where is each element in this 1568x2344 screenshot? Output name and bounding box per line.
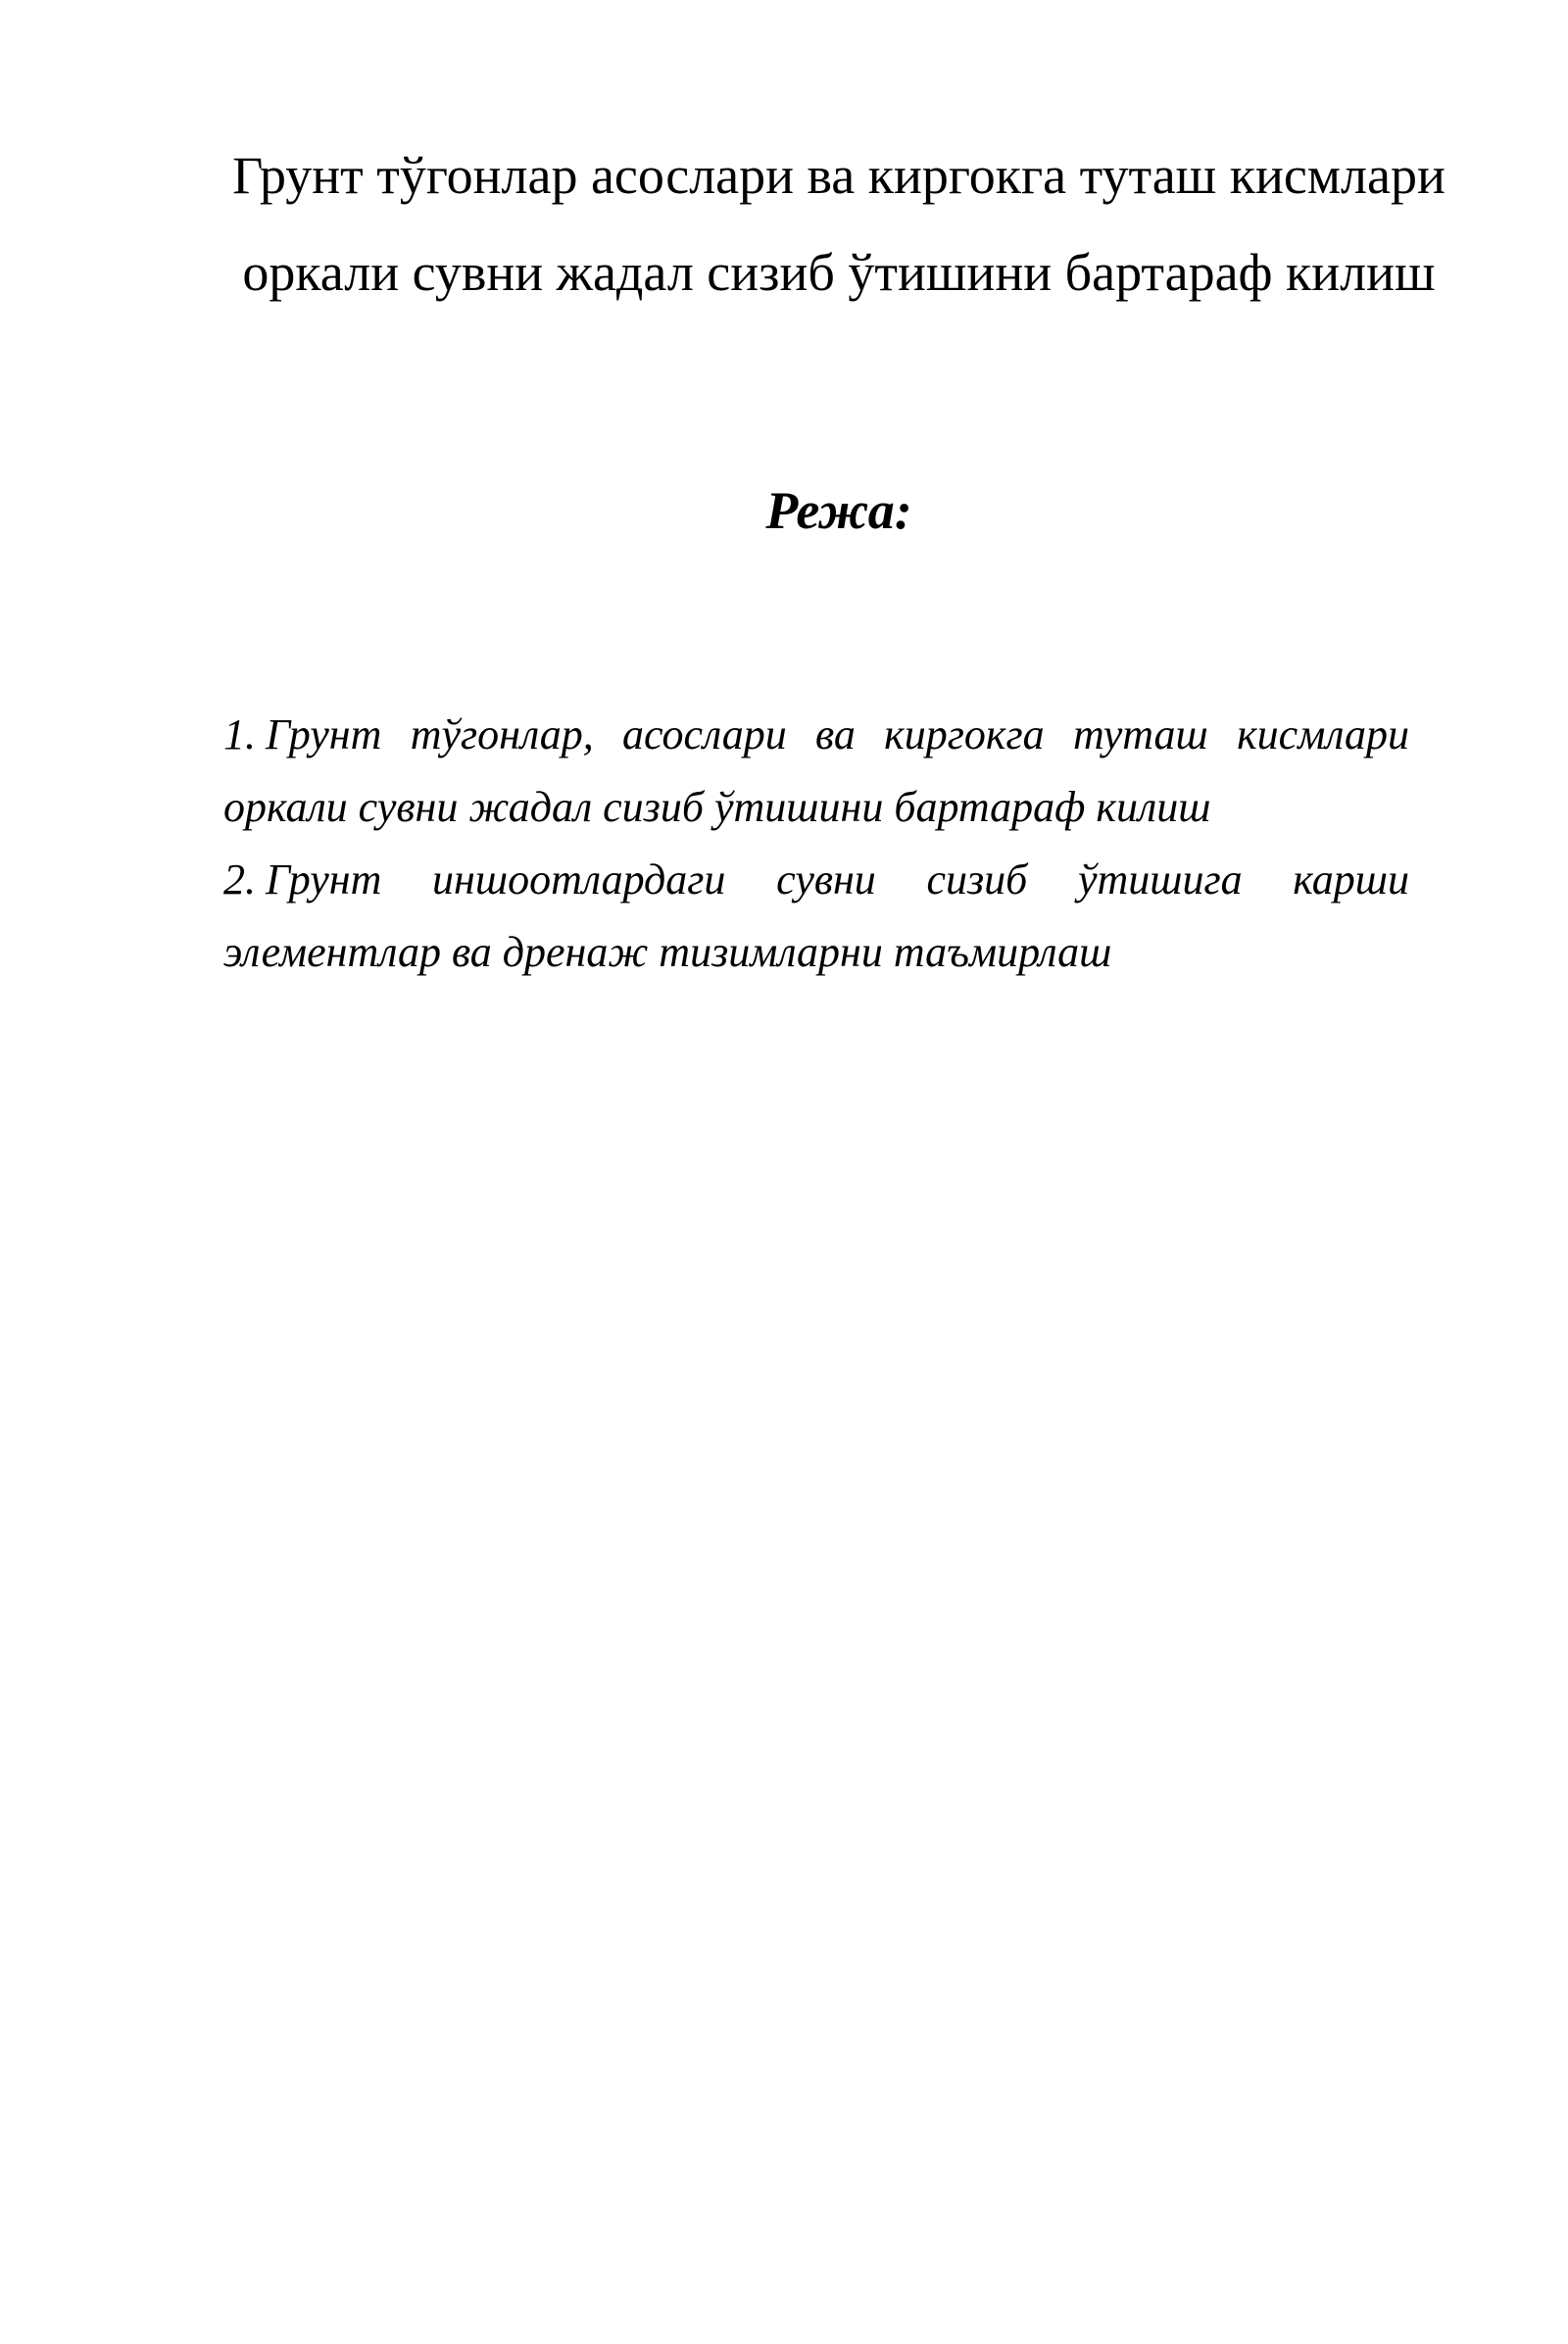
list-item-text: Грунт иншоотлардаги сувни сизиб ўтишига карши элементлар ва дренаж тизимларни таъмирлаш xyxy=(223,855,1409,976)
list-item-number: 1. xyxy=(223,710,256,758)
plan-list xyxy=(223,699,1409,989)
document-title-line-2: оркали сувни жадал сизиб ўтишини бартараф килиш xyxy=(242,243,1436,302)
list-item-text: Грунт тўгонлар, асослари ва киргокга туташ кисмлари оркали сувни жадал сизиб ўтишини бартараф килиш xyxy=(223,710,1409,831)
list-item-number: 2. xyxy=(223,855,256,903)
document-title-line-1: Грунт тўгонлар асослари ва киргокга туташ кисмлари xyxy=(232,146,1446,205)
document-page xyxy=(0,127,1568,2344)
list-item xyxy=(223,699,1409,844)
list-item xyxy=(223,844,1409,989)
plan-heading: Режа: xyxy=(765,481,912,540)
document-title xyxy=(110,127,1568,321)
